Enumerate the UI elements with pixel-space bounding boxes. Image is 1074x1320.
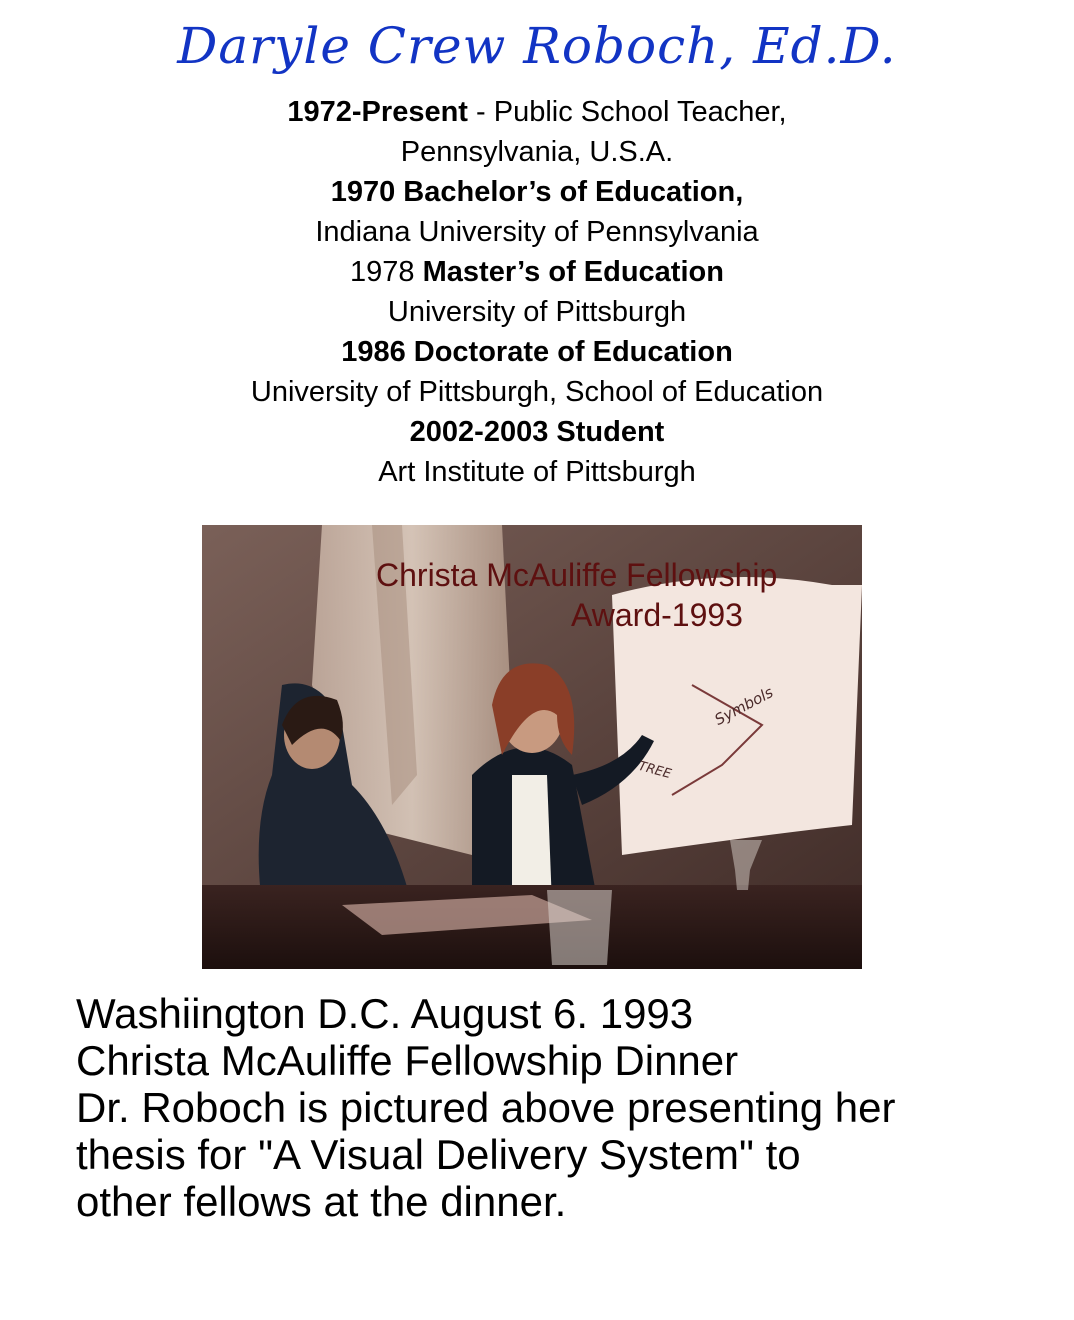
caption-description-1: Dr. Roboch is pictured above presenting her	[76, 1084, 896, 1131]
cv-masters-school: University of Pittsburgh	[387, 296, 687, 328]
cv-doctorate-degree: 1986 Doctorate of Education	[341, 336, 733, 368]
page-title: Daryle Crew Roboch, Ed.D.	[177, 17, 897, 75]
award-caption-year: Award-1993	[571, 597, 743, 633]
cv-doctorate-school: University of Pittsburgh, School of Education	[250, 376, 824, 408]
cv-list	[0, 92, 1074, 492]
caption-location-date: Washiington D.C. August 6. 1993	[76, 990, 694, 1037]
cv-art-school: Art Institute of Pittsburgh	[378, 456, 696, 488]
cv-teacher-role: - Public School Teacher,	[467, 96, 787, 128]
cv-teacher-location: Pennsylvania, U.S.A.	[400, 136, 674, 168]
photo-description	[76, 990, 1036, 1225]
cv-entry-teacher	[0, 92, 1074, 132]
cv-teacher-years: 1972-Present	[287, 96, 468, 128]
award-dinner-photo	[202, 525, 862, 969]
caption-event: Christa McAuliffe Fellowship Dinner	[76, 1037, 739, 1084]
chart-word-symbols: Symbols	[711, 683, 777, 729]
caption-description-3: other fellows at the dinner.	[76, 1178, 567, 1225]
cv-masters-degree	[0, 252, 1074, 292]
chart-word-tree: TREE	[636, 758, 673, 783]
caption-description-2: thesis for "A Visual Delivery System" to	[76, 1131, 801, 1178]
cv-art-student: 2002-2003 Student	[409, 416, 665, 448]
glass	[547, 890, 612, 965]
award-caption-title: Christa McAuliffe Fellowship	[376, 557, 778, 593]
cv-bachelors-school: Indiana University of Pennsylvania	[315, 216, 759, 248]
cv-masters-title: Master’s of Education	[422, 256, 724, 288]
award-caption	[202, 555, 862, 635]
cv-bachelors-degree: 1970 Bachelor’s of Education,	[330, 176, 744, 208]
cv-masters-year: 1978	[350, 256, 423, 288]
